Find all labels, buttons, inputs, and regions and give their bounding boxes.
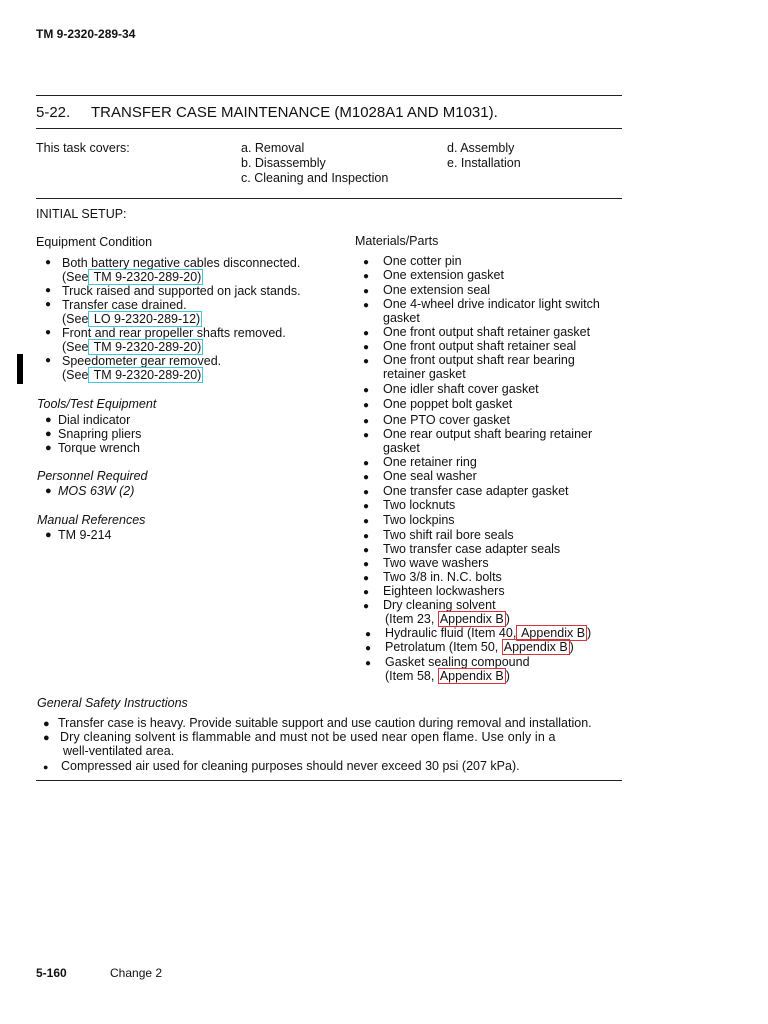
equipment-condition-list [42, 256, 301, 382]
task-item: b. Disassembly [241, 156, 326, 170]
list-item: ● One 4-wheel drive indicator light switch [363, 297, 600, 311]
list-item: ● Two 3/8 in. N.C. bolts [363, 570, 502, 584]
list-item-continued: retainer gasket [383, 367, 466, 381]
list-item: ● TM 9-214 [43, 528, 112, 542]
list-item: ● One transfer case adapter gasket [363, 484, 569, 498]
tm-reference-link[interactable]: TM 9-2320-289-20) [90, 368, 202, 382]
tools-list [43, 413, 141, 455]
task-item: e. Installation [447, 156, 521, 170]
appendix-b-link[interactable]: Appendix B [439, 612, 504, 626]
list-item: ● One rear output shaft bearing retainer [363, 427, 593, 441]
list-item: ● Front and rear propeller shafts removed. (See TM 9-2320-289-20) [42, 326, 301, 354]
list-item: ● Dry cleaning solvent [363, 598, 496, 612]
list-item-continued: gasket [383, 441, 420, 455]
section-number: 5-22. [36, 104, 71, 121]
initial-setup-heading: INITIAL SETUP: [36, 207, 127, 221]
list-item: ● One front output shaft retainer gasket [363, 325, 591, 339]
tools-heading: Tools/Test Equipment [37, 397, 157, 411]
lo-reference-link[interactable]: LO 9-2320-289-12) [90, 312, 201, 326]
divider-title [36, 128, 622, 129]
appendix-b-link[interactable]: Appendix B [503, 640, 568, 654]
list-item: ● Two lockpins [363, 513, 455, 527]
task-item: a. Removal [241, 141, 305, 155]
materials-heading: Materials/Parts [355, 234, 439, 248]
list-item: ● Compressed air used for cleaning purposes should never exceed 30 psi (207 kPa). [43, 759, 520, 773]
list-item: ● One extension seal [363, 283, 491, 297]
section-title-text: TRANSFER CASE MAINTENANCE (M1028A1 AND M1031). [91, 104, 498, 121]
section-title [36, 104, 498, 121]
list-item-continued: well-ventilated area. [63, 744, 175, 758]
document-id: TM 9-2320-289-34 [36, 27, 136, 41]
equipment-condition-heading: Equipment Condition [36, 235, 153, 249]
task-list-col2 [447, 141, 521, 171]
list-item: ● Eighteen lockwashers [363, 584, 505, 598]
task-item: c. Cleaning and Inspection [241, 171, 389, 185]
list-item: ● Two locknuts [363, 498, 456, 512]
manual-references-heading: Manual References [37, 513, 146, 527]
list-item: ● Torque wrench [43, 441, 141, 455]
list-item: ● One idler shaft cover gasket [363, 382, 539, 396]
list-item: ● Dry cleaning solvent is flammable and must not be used near open flame. Use only in a [43, 730, 556, 744]
list-item: ● Both battery negative cables disconnected. (See TM 9-2320-289-20) [42, 256, 301, 284]
tm-reference-link[interactable]: TM 9-2320-289-20) [90, 340, 202, 354]
list-item: ● One seal washer [363, 469, 477, 483]
list-item: ● MOS 63W (2) [43, 484, 134, 498]
list-item: ● One poppet bolt gasket [363, 397, 513, 411]
task-item: d. Assembly [447, 141, 515, 155]
list-item-continued: (Item 23, Appendix B ) [385, 612, 510, 626]
list-item: ● Truck raised and supported on jack stands. [42, 284, 301, 298]
tm-reference-link[interactable]: TM 9-2320-289-20) [90, 270, 202, 284]
list-item: ● One cotter pin [363, 254, 462, 268]
list-item: ● One front output shaft rear bearing [363, 353, 575, 367]
list-item-continued: (Item 58, Appendix B ) [385, 669, 510, 683]
divider-top [36, 95, 622, 96]
appendix-b-link[interactable]: Appendix B [518, 626, 586, 640]
list-item-continued: gasket [383, 311, 420, 325]
change-bar [17, 354, 23, 384]
page-number: 5-160 [36, 966, 67, 980]
list-item: ● Snapring pliers [43, 427, 141, 441]
list-item: ● Two transfer case adapter seals [363, 542, 561, 556]
list-item: ● Hydraulic fluid (Item 40, Appendix B ) [365, 626, 592, 640]
safety-heading: General Safety Instructions [37, 696, 188, 710]
list-item: ● Transfer case drained. (See LO 9-2320-289-12) [42, 298, 301, 326]
appendix-b-link[interactable]: Appendix B [439, 669, 504, 683]
list-item: ● One front output shaft retainer seal [363, 339, 577, 353]
list-item: ● Two shift rail bore seals [363, 528, 514, 542]
task-covers-label: This task covers: [36, 141, 130, 155]
manual-references-list [43, 528, 112, 542]
list-item: ● Speedometer gear removed. (See TM 9-2320-289-20) [42, 354, 301, 382]
task-list-col1 [241, 141, 388, 186]
list-item: ● One PTO cover gasket [363, 413, 510, 427]
list-item: ● One retainer ring [363, 455, 477, 469]
personnel-heading: Personnel Required [37, 469, 148, 483]
divider-bottom [36, 780, 622, 781]
list-item: ● Gasket sealing compound [365, 655, 530, 669]
list-item: ● Dial indicator [43, 413, 141, 427]
change-label: Change 2 [110, 966, 163, 980]
list-item: ● Transfer case is heavy. Provide suitable support and use caution during removal and installation. [43, 716, 592, 730]
list-item: ● Two wave washers [363, 556, 489, 570]
list-item: ● Petrolatum (Item 50, Appendix B ) [365, 640, 574, 654]
personnel-list [43, 484, 134, 498]
list-item: ● One extension gasket [363, 268, 504, 282]
divider-setup [36, 198, 622, 199]
